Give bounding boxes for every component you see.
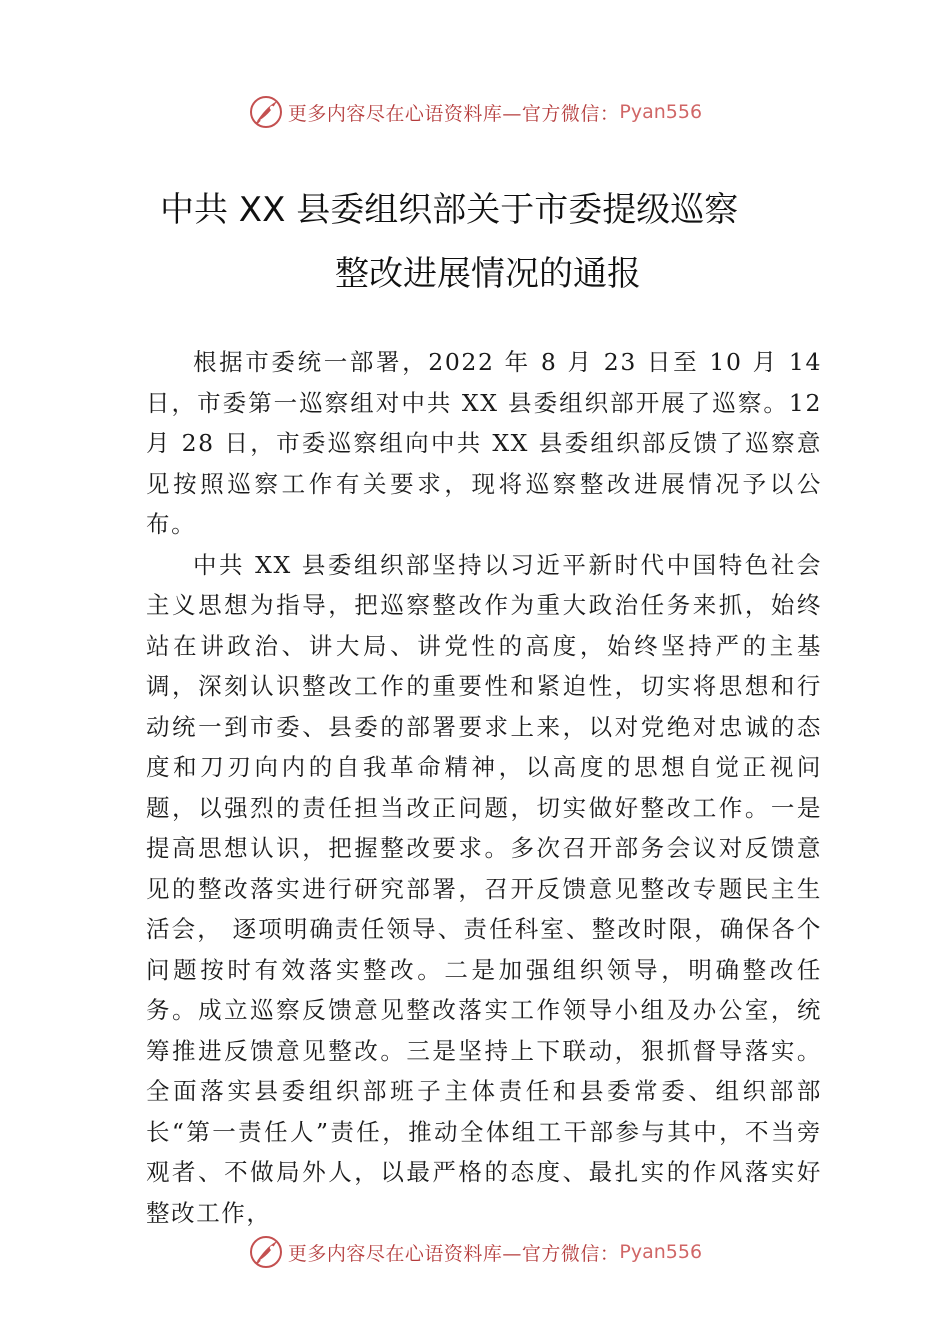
header-watermark-banner xyxy=(0,92,950,132)
banner-wechat-id: Pyan556 xyxy=(619,1241,703,1263)
title-line-2: 整改进展情况的通报 xyxy=(335,254,641,294)
quill-logo-icon xyxy=(248,94,284,130)
document-body xyxy=(146,342,822,1233)
body-paragraph: 中共 XX 县委组织部坚持以习近平新时代中国特色社会主义思想为指导，把巡察整改作为重大政治任务来抓，始终站在讲政治、讲大局、讲党性的高度，始终坚持严的主基调，深刻认识整改工作的重要性和紧迫性，切实将思想和行动统一到市委、县委的部署要求上来，以对党绝对忠诚的态度和刀刃向内的自我革命精神，以高度的思想自觉正视问题，以强烈的责任担当改正问题，切实做好整改工作。一是提高思想认识，把握整改要求。多次召开部务会议对反馈意见的整改落实进行研究部署，召开反馈意见整改专题民主生活会， 逐项明确责任领导、责任科室、整改时限，确保各个问题按时有效落实整改。二是加强组织领导，明确整改任务。成立巡察反馈意见整改落实工作领导小组及办公室，统筹推进反馈意见整改。三是坚持上下联动，狠抓督导落实。全面落实县委组织部班子主体责任和县委常委、组织部部长“第一责任人”责任，推动全体组工干部参与其中，不当旁观者、不做局外人，以最严格的态度、最扎实的作风落实好整改工作， xyxy=(146,550,822,1227)
body-paragraph: 根据市委统一部署，2022 年 8 月 23 日至 10 月 14 日，市委第一巡察组对中共 XX 县委组织部开展了巡察。12 月 28 日，市委巡察组向中共 XX 县委组织部反馈了巡察意见按照巡察工作有关要求，现将巡察整改进展情况予以公布。 xyxy=(146,348,822,538)
banner-wechat-id: Pyan556 xyxy=(619,101,703,123)
quill-logo-icon xyxy=(248,1234,284,1270)
banner-text: 更多内容尽在心语资料库—官方微信： xyxy=(287,1242,620,1265)
banner-text: 更多内容尽在心语资料库—官方微信： xyxy=(287,102,620,125)
title-line-1: 中共 XX 县委组织部关于市委提级巡察 xyxy=(160,190,739,230)
footer-watermark-banner xyxy=(0,1232,950,1272)
document-title xyxy=(0,178,950,306)
